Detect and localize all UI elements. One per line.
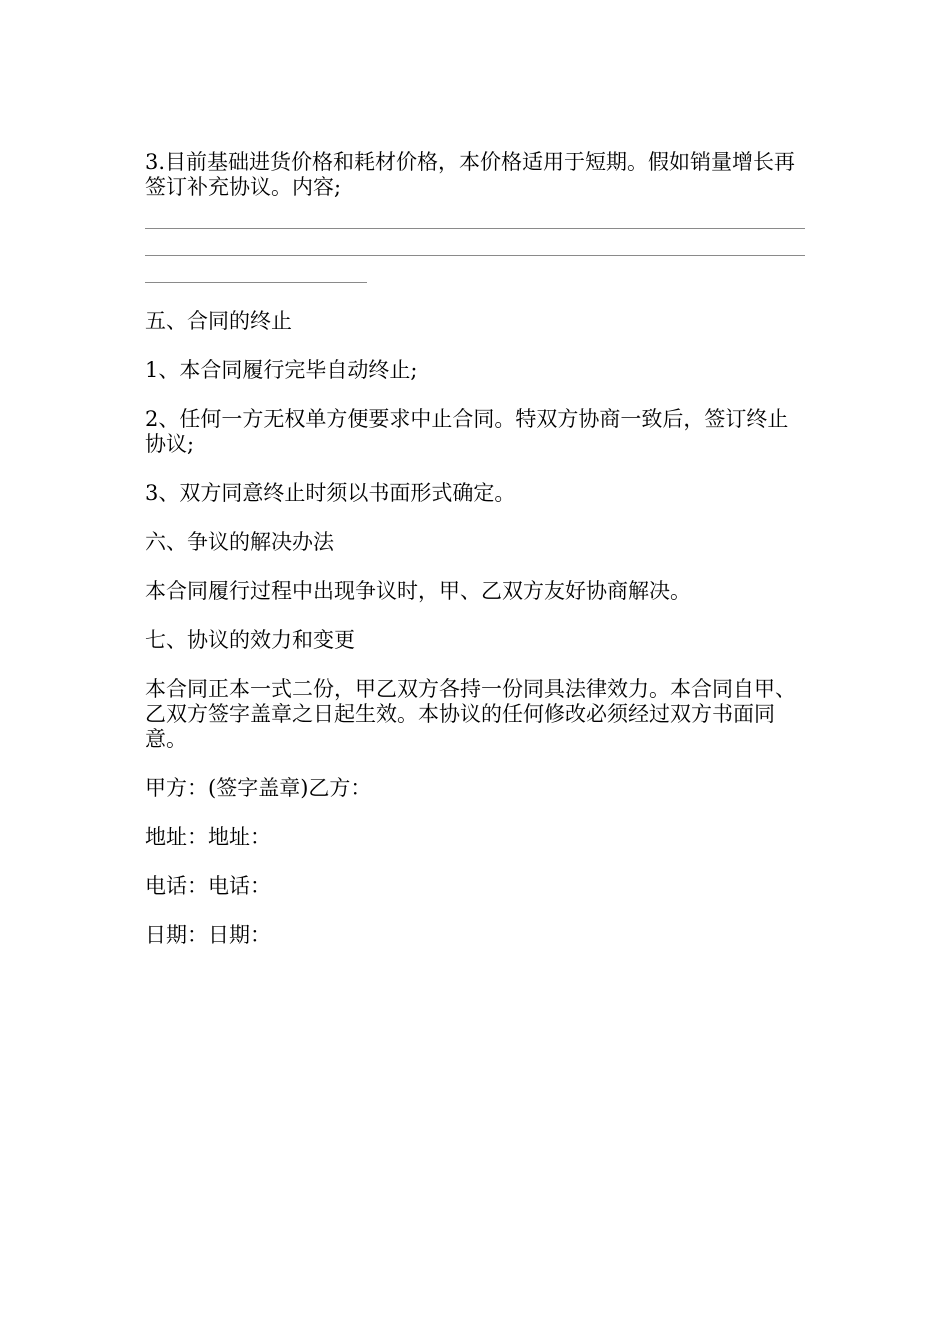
clause-3-pricing: 3.目前基础进货价格和耗材价格，本价格适用于短期。假如销量增长再签订补充协议。内容; xyxy=(145,150,796,199)
section-heading-dispute: 六、争议的解决办法 xyxy=(145,530,334,554)
section-heading-termination: 五、合同的终止 xyxy=(145,309,292,333)
blank-line xyxy=(145,255,805,256)
termination-clause-3: 3、双方同意终止时须以书面形式确定。 xyxy=(145,481,516,505)
signature-line: 甲方：(签字盖章)乙方： xyxy=(145,776,372,800)
address-line: 地址：地址： xyxy=(145,825,271,849)
phone-line: 电话：电话： xyxy=(145,874,271,898)
blank-line xyxy=(145,228,805,229)
blank-line xyxy=(145,282,367,283)
termination-clause-2: 2、任何一方无权单方便要求中止合同。特双方协商一致后，签订终止协议; xyxy=(145,407,789,456)
fill-in-lines xyxy=(145,224,805,283)
document-page xyxy=(145,150,805,972)
date-line: 日期：日期： xyxy=(145,923,271,947)
section-heading-validity: 七、协议的效力和变更 xyxy=(145,628,355,652)
dispute-clause: 本合同履行过程中出现争议时，甲、乙双方友好协商解决。 xyxy=(145,579,691,603)
validity-clause: 本合同正本一式二份，甲乙双方各持一份同具法律效力。本合同自甲、乙双方签字盖章之日起生效。本协议的任何修改必须经过双方书面同意。 xyxy=(145,677,796,751)
termination-clause-1: 1、本合同履行完毕自动终止; xyxy=(145,358,418,382)
